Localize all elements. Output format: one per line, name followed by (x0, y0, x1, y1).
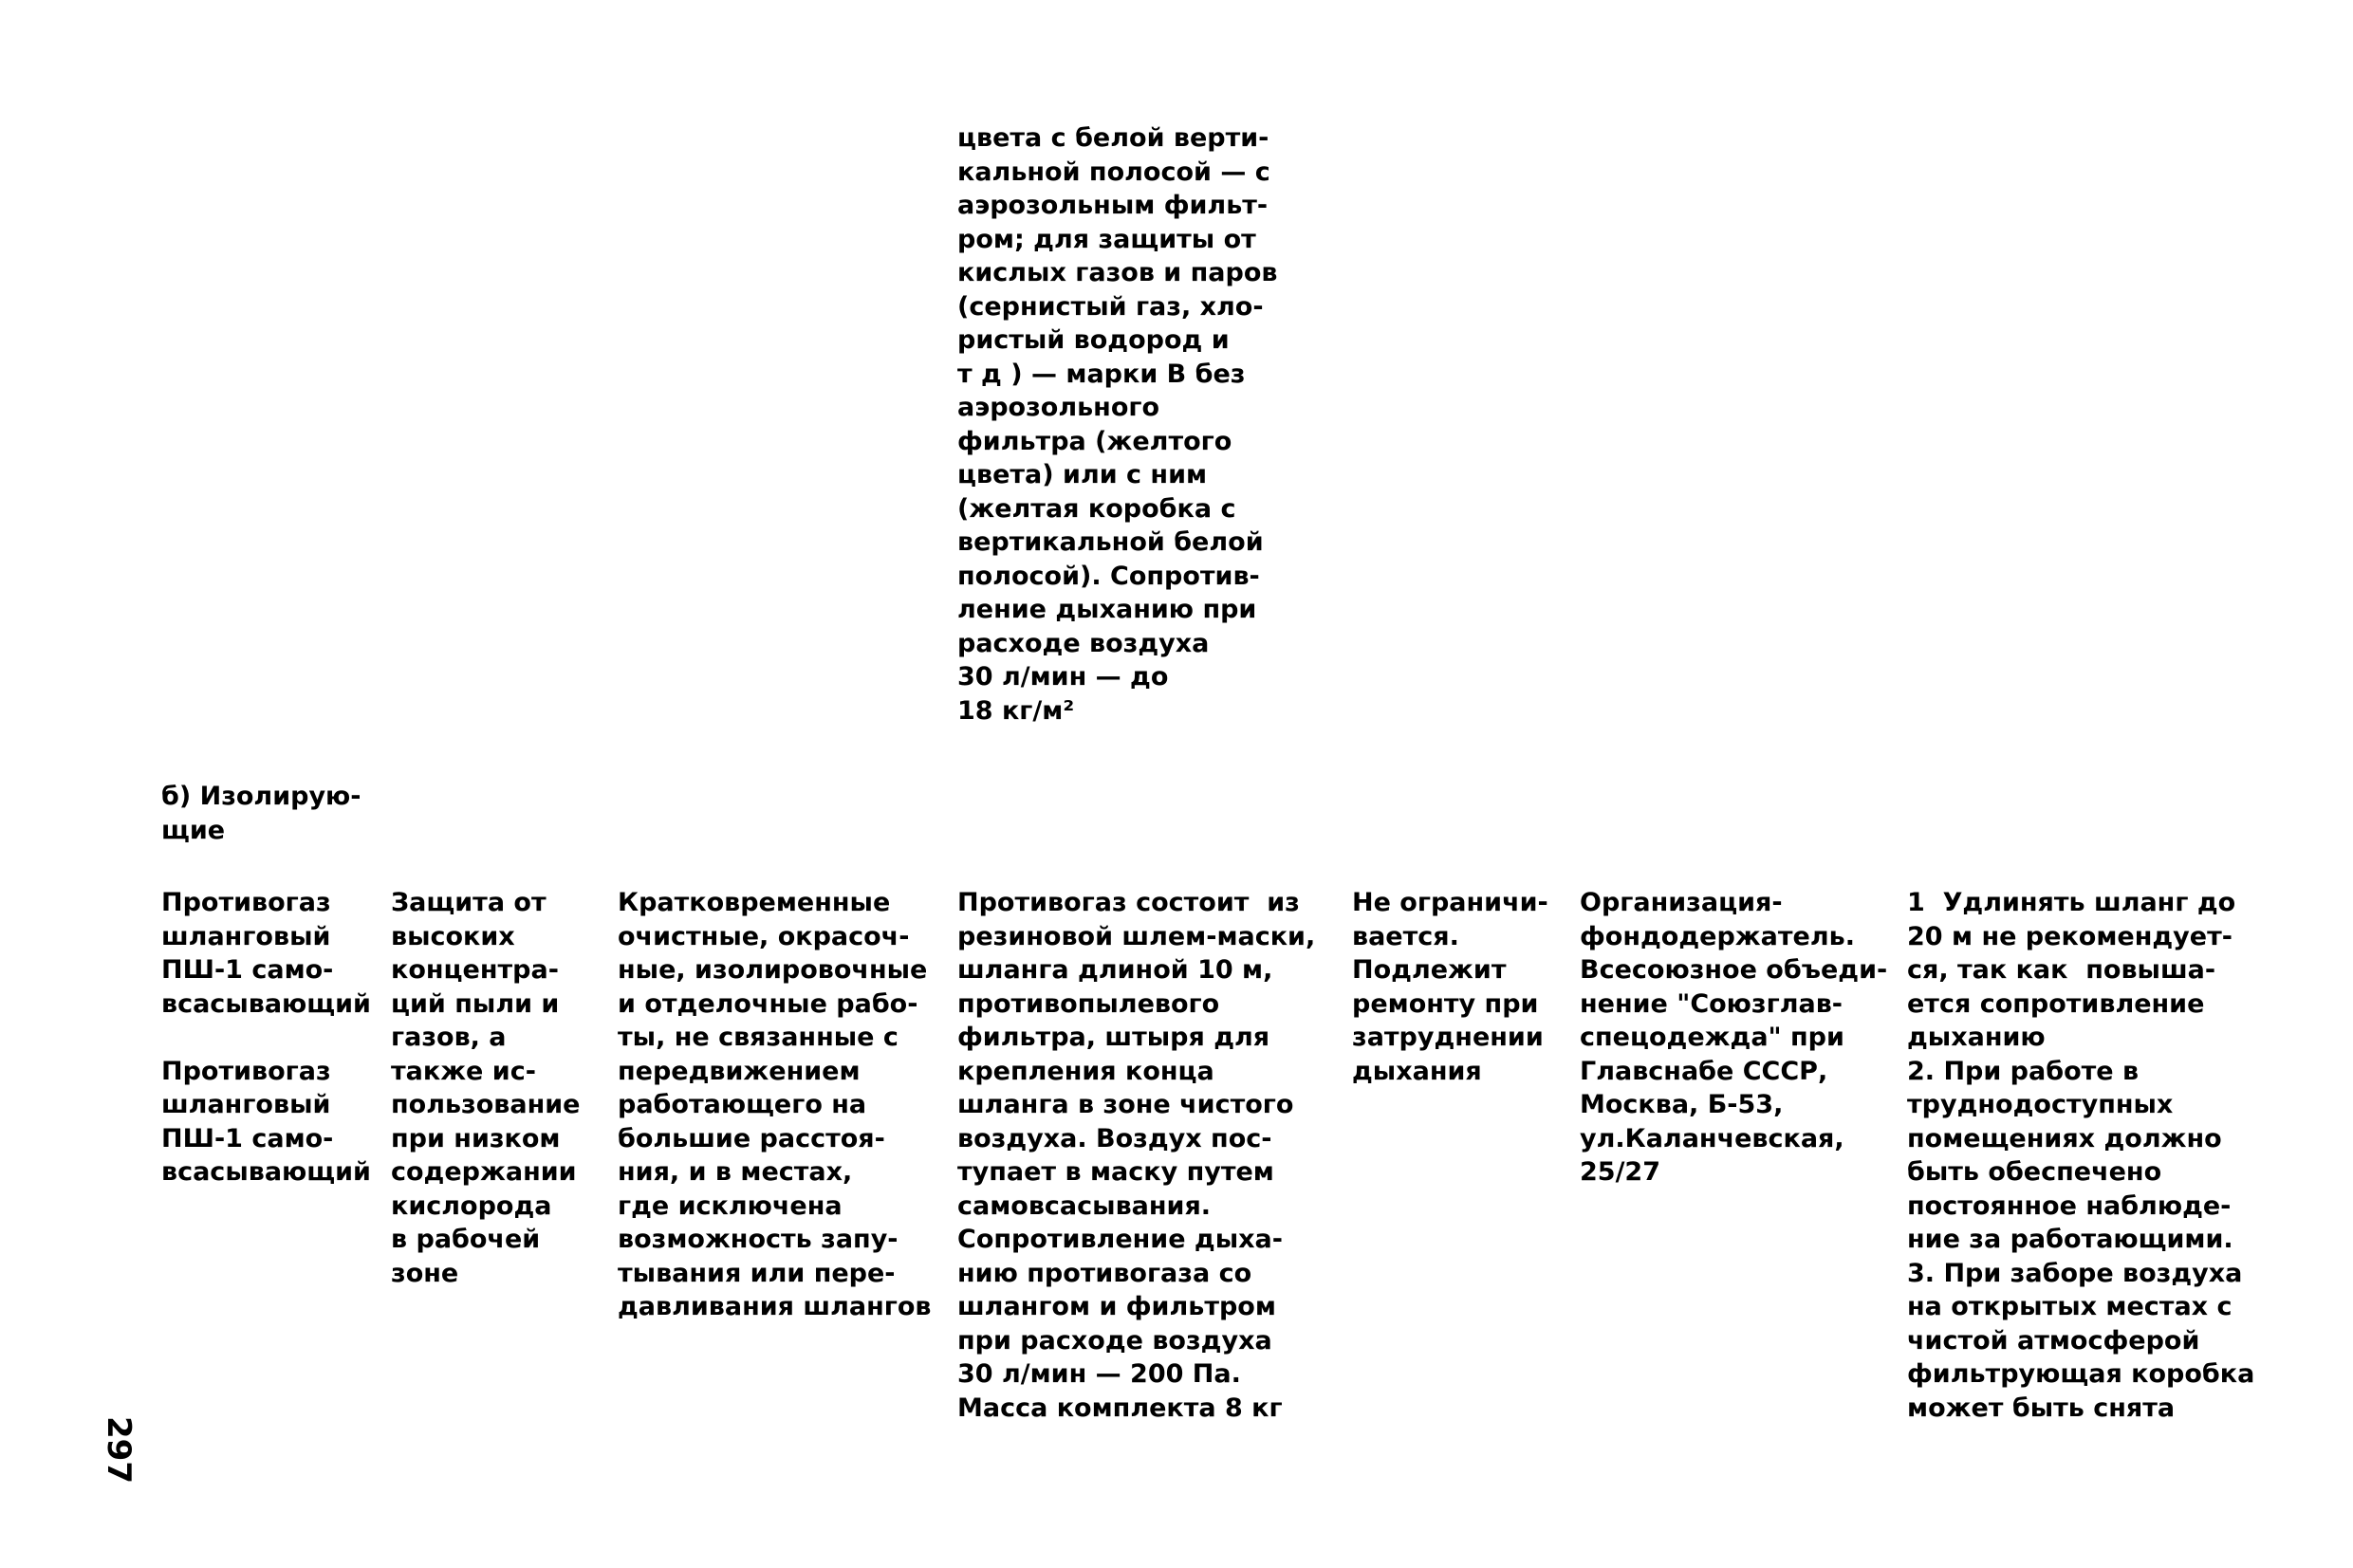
text-line: помещениях должно (1907, 1123, 2222, 1153)
text-line: ристый водород и (957, 325, 1230, 355)
text-line: возможность запу- (618, 1225, 899, 1254)
text-line: Всесоюзное объеди- (1580, 955, 1888, 985)
text-line: дыхания (1352, 1056, 1482, 1086)
text-line: ется сопротивление (1907, 988, 2205, 1019)
text-line: аэрозольным фильт- (957, 191, 1269, 220)
text-line: самовсасывания. (957, 1190, 1212, 1221)
text-line: 30 л/мин — до (957, 662, 1169, 692)
text-line: шланговый (161, 921, 331, 951)
text-line: ния, и в местах, (618, 1157, 853, 1187)
text-line: нию противогаза со (957, 1258, 1252, 1288)
text-line: Главснабе СССР, (1580, 1056, 1828, 1086)
text-line: 2. При работе в (1907, 1056, 2140, 1086)
text-line: вертикальной белой (957, 527, 1264, 557)
text-line: (сернистый газ, хло- (957, 291, 1264, 322)
cell-holder (1580, 886, 1887, 1190)
page-number: 297 (100, 1416, 138, 1484)
text-line: 1 Удлинять шланг до (1907, 888, 2236, 917)
cell-service-term (1352, 886, 1548, 1088)
text-line: кислорода (391, 1190, 552, 1221)
text-line: всасывающий (161, 988, 371, 1019)
text-line: полосой). Сопротив- (957, 561, 1260, 591)
text-line: работающего на (618, 1090, 867, 1119)
text-line: чистой атмосферой (1907, 1325, 2200, 1356)
text-line: труднодоступных (1907, 1090, 2174, 1119)
text-line: ные, изолировочные (618, 955, 928, 985)
text-line: Не ограничи- (1352, 888, 1548, 917)
text-line: дыханию (1907, 1023, 2046, 1052)
text-line: 25/27 (1580, 1157, 1661, 1187)
text-line: Защита от (391, 888, 547, 917)
text-line: большие расстоя- (618, 1123, 885, 1153)
text-line: всасывающий (161, 1157, 371, 1187)
text-line: передвижением (618, 1056, 861, 1086)
text-line: расходе воздуха (957, 628, 1210, 658)
text-line: цвета с белой верти- (957, 123, 1269, 153)
text-line: резиновой шлем-маски, (957, 921, 1316, 951)
text-line: Масса комплекта 8 кг (957, 1393, 1283, 1423)
text-line: где исключена (618, 1190, 843, 1221)
text-line: содержании (391, 1157, 577, 1187)
text-line: кислых газов и паров (957, 258, 1278, 287)
text-line: при расходе воздуха (957, 1325, 1272, 1356)
text-line: Москва, Б-53, (1580, 1090, 1784, 1119)
text-line: т д ) — марки В без (957, 359, 1246, 389)
text-line: ление дыханию при (957, 595, 1257, 624)
text-line: кальной полосой — с (957, 157, 1270, 187)
text-line: зоне (391, 1258, 459, 1288)
text-line: затруднении (1352, 1023, 1544, 1052)
text-line: б) Изолирую- (161, 782, 361, 811)
text-line: ром; для защиты от (957, 224, 1256, 254)
text-line: Кратковременные (618, 888, 891, 917)
text-line: тупает в маску путем (957, 1157, 1274, 1187)
text-line: быть обеспечено (1907, 1157, 2162, 1187)
text-line: Организация- (1580, 888, 1783, 917)
text-line: противопылевого (957, 988, 1220, 1019)
cell-name (161, 886, 371, 1190)
text-line (161, 1021, 371, 1055)
text-line: 30 л/мин — 200 Па. (957, 1359, 1241, 1389)
text-line: шланга в зоне чистого (957, 1090, 1294, 1119)
continuation-text (957, 121, 1277, 728)
text-line: концентра- (391, 955, 559, 985)
text-line: фильтра (желтого (957, 426, 1232, 456)
text-line: цвета) или с ним (957, 460, 1208, 489)
cell-description (957, 886, 1315, 1425)
text-line: крепления конца (957, 1056, 1214, 1086)
text-line: 20 м не рекомендует- (1907, 921, 2233, 951)
text-line: также ис- (391, 1056, 536, 1086)
text-line: ул.Каланчевская, (1580, 1123, 1844, 1153)
cell-purpose (391, 886, 580, 1290)
text-line: газов, а (391, 1023, 507, 1052)
text-line: 18 кг/м² (957, 695, 1075, 726)
text-line: может быть снята (1907, 1393, 2176, 1423)
text-line: щие (161, 815, 226, 845)
text-line: 3. При заборе воздуха (1907, 1258, 2243, 1288)
text-line: фильтра, штыря для (957, 1023, 1270, 1052)
text-line: очистные, окрасоч- (618, 921, 910, 951)
text-line: шланговый (161, 1090, 331, 1119)
text-line: фондодержатель. (1580, 921, 1855, 951)
text-line: ние за работающими. (1907, 1225, 2233, 1254)
text-line: аэрозольного (957, 393, 1160, 422)
text-line: ремонту при (1352, 988, 1539, 1019)
text-line: Противогаз состоит из (957, 888, 1300, 917)
text-line: в рабочей (391, 1225, 541, 1254)
cell-application (618, 886, 932, 1324)
text-line: тывания или пере- (618, 1258, 896, 1288)
text-line: постоянное наблюде- (1907, 1190, 2232, 1221)
text-line: (желтая коробка с (957, 493, 1236, 524)
text-line: Противогаз (161, 1056, 331, 1086)
text-line: шланга длиной 10 м, (957, 955, 1273, 985)
text-line: на открытых местах с (1907, 1292, 2233, 1321)
cell-notes (1907, 886, 2254, 1425)
text-line: давливания шлангов (618, 1292, 932, 1321)
text-line: при низком (391, 1123, 561, 1153)
text-line: спецодежда" при (1580, 1023, 1844, 1052)
text-line: и отделочные рабо- (618, 988, 918, 1019)
text-line: воздуха. Воздух пос- (957, 1123, 1272, 1153)
text-line: Сопротивление дыха- (957, 1225, 1283, 1254)
text-line: ся, так как повыша- (1907, 955, 2216, 985)
section-heading (161, 780, 361, 847)
text-line: ций пыли и (391, 988, 560, 1019)
text-line: фильтрующая коробка (1907, 1359, 2255, 1389)
text-line: ПШ-1 само- (161, 955, 334, 985)
text-line: высоких (391, 921, 515, 951)
text-line: вается. (1352, 921, 1459, 951)
text-line: ПШ-1 само- (161, 1123, 334, 1153)
text-line: Подлежит (1352, 955, 1507, 985)
text-line: пользование (391, 1090, 581, 1119)
text-line: Противогаз (161, 888, 331, 917)
text-line: шлангом и фильтром (957, 1292, 1276, 1321)
text-line: нение "Союзглав- (1580, 988, 1843, 1019)
text-line: ты, не связанные с (618, 1023, 899, 1052)
